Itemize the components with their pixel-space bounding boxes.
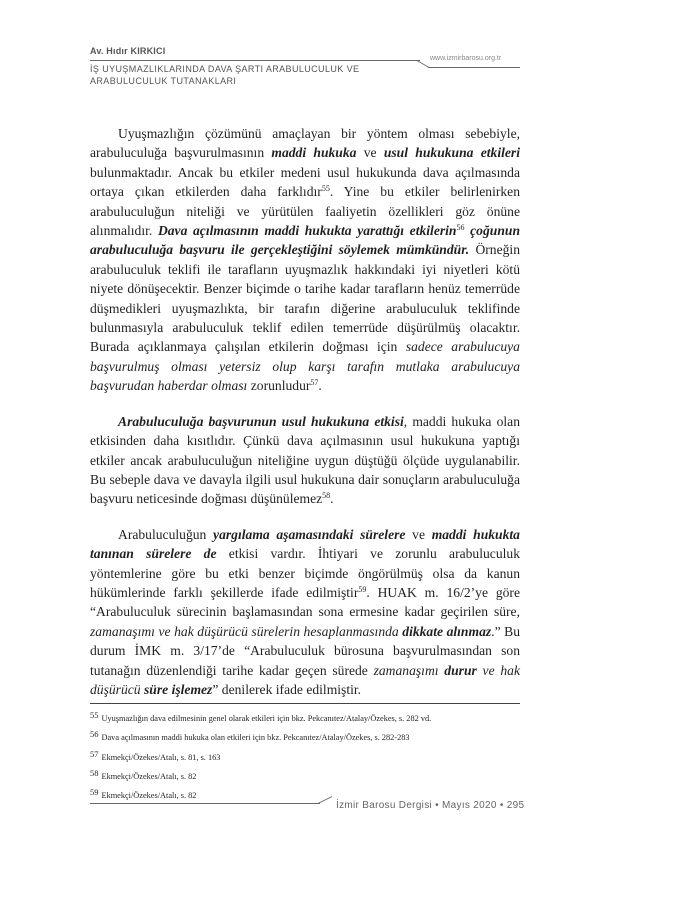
- header-rule: [90, 60, 420, 61]
- footnote-ref[interactable]: 55: [321, 184, 330, 194]
- text-run: . Yine bu etkiler belirlenirken arabuluculuğun niteliği ve yürütülen faaliyetin özellikleri göz önüne alınmalıdır.: [90, 184, 520, 239]
- footnote-ref[interactable]: 56: [456, 223, 465, 233]
- header-title-line1: İŞ UYUŞMAZLIKLARINDA DAVA ŞARTI ARABULUCULUK VE: [90, 64, 360, 74]
- footnote-rule: [90, 703, 520, 704]
- emphasis-text: Arabuluculuğa başvurunun usul hukukuna etkisi: [118, 413, 404, 429]
- header-title-line2: ARABULUCULUK TUTANAKLARI: [90, 76, 237, 87]
- footnote-text: Dava açılmasının maddi hukuka olan etkileri için bkz. Pekcanıtez/Atalay/Özekes, s. 282-283: [101, 733, 410, 743]
- footer-rule: [90, 803, 320, 804]
- text-run: etkisi vardır. İhtiyari ve zorunlu arabuluculuk yöntemlerine göre bu etki benzer biçimde öngörülmüş olsa da kanun hükümlerinde farklı şekillerde ifade edilmiştir: [90, 546, 521, 600]
- italic-text: sadece arabulucuya başvurulmuş olması yetersiz olup karşı tarafın mutlaka arabulucuya başvurudan haberdar olması: [90, 339, 520, 394]
- text-run: , maddi hukuka olan etkisinden daha kısıtlıdır. Çünkü dava açılmasının usul hukukuna yaptığı etkiler ancak arabuluculuğun niteliğine uygun düştüğü ölçüde uygulanabilir. Bu sebeple dava ve davayla ilgili usul hukukuna dair sonuçların arabuluculuğa başvuru neticesinde doğması düşünülemez: [90, 413, 520, 507]
- footnote-ref[interactable]: 59: [358, 584, 367, 594]
- emphasis-text: çoğunun arabuluculuğa başvuru ile gerçekleştiğini söylemek mümkündür.: [90, 223, 520, 258]
- footnote-number: 56: [90, 729, 99, 740]
- text-run: Örneğin arabuluculuk teklifi ile tarafların uyuşmazlık hakkındaki iyi niyetleri kötü niyete dönüşecektir. Benzer biçimde o tarihe kadar tarafların henüz temerrüde düşmedikleri uyuşmazlıkta, bir tarafın diğerine arabuluculuk teklifinde bulunmasıyla arabuluculuk teklif edilen temerrüde düşürülmüş olacaktır. Burada açıklanmaya çalışılan etkilerin doğması için: [90, 242, 520, 355]
- emphasis-text: usul hukukuna etkileri: [383, 145, 520, 161]
- footer-date: Mayıs 2020: [442, 800, 497, 811]
- footnote-text: Ekmekçi/Özekes/Atalı, s. 81, s. 163: [101, 752, 221, 762]
- text-run: zorunludur: [247, 378, 311, 394]
- italic-text: zamanaşımı ve hak düşürücü sürelerin hesaplanmasında: [90, 623, 403, 639]
- footnote-number: 55: [90, 710, 99, 720]
- footer-rule-slant: [318, 796, 332, 804]
- paragraph-1: [90, 124, 520, 396]
- footnote-number: 57: [90, 748, 99, 759]
- paragraph-2: [90, 412, 520, 509]
- footnote-number: 59: [90, 787, 99, 798]
- header-author: Av. Hıdır KIRKICI: [90, 46, 166, 56]
- emphasis-text: Dava açılmasının maddi hukukta yarattığı etkilerin: [157, 223, 457, 239]
- footnote-55: [90, 708, 520, 727]
- text-run: ve: [356, 145, 384, 161]
- text-run: .: [318, 378, 322, 394]
- text-run: ” denilerek ifade edilmiştir.: [212, 681, 362, 697]
- page-number: 295: [506, 800, 525, 811]
- text-run: . HUAK m. 16/2’ye göre “Arabuluculuk sürecinin başlamasından sona ermesine kadar geçirilen süre,: [90, 584, 520, 620]
- italic-text: zamanaşımı: [373, 662, 445, 678]
- header-title: [90, 63, 380, 87]
- footer-journal: İzmir Barosu Dergisi: [336, 800, 433, 811]
- footnote-text: Uyuşmazlığın dava edilmesinin genel olarak etkileri için bkz. Pekcanıtez/Atalay/Özekes, s. 282 vd.: [101, 714, 432, 723]
- footer-text: [336, 800, 524, 811]
- text-run: .: [330, 491, 334, 507]
- footnote-text: Ekmekçi/Özekes/Atalı, s. 82: [101, 791, 197, 801]
- emphasis-text: süre işlemez: [144, 681, 213, 697]
- header-url[interactable]: www.izmirbarosu.org.tr: [430, 55, 502, 62]
- paragraph-3: [90, 525, 520, 700]
- text-run: Uyuşmazlığın çözümünü amaçlayan bir yöntem olması sebebiyle, arabuluculuğa başvurulmasının: [90, 126, 520, 161]
- text-run: bulunmaktadır. Ancak bu etkiler medeni usul hukukunda dava açılmasında ortaya çıkan etkilerden daha farklıdır: [90, 164, 520, 200]
- footnote-58: [90, 766, 520, 785]
- footnote-ref[interactable]: 57: [310, 378, 319, 388]
- emphasis-text: durur: [444, 662, 477, 678]
- emphasis-text: maddi hukukta tanınan sürelere de: [90, 526, 520, 562]
- footnotes: [90, 708, 520, 804]
- footnote-number: 58: [90, 767, 99, 778]
- italic-text: ve hak düşürücü: [90, 662, 520, 697]
- footnote-ref[interactable]: 58: [322, 491, 331, 501]
- body-text: [90, 124, 520, 699]
- emphasis-text: dikkate alınmaz: [402, 623, 492, 639]
- text-run: ve: [405, 526, 432, 542]
- text-run: Arabuluculuğun: [118, 526, 214, 542]
- footer-bullet: •: [435, 800, 439, 811]
- header-rule-right: [428, 67, 520, 68]
- footnote-text: Ekmekçi/Özekes/Atalı, s. 82: [101, 771, 197, 781]
- footer-bullet-2: •: [499, 800, 504, 811]
- footnote-57: [90, 747, 520, 766]
- emphasis-text: yargılama aşamasındaki sürelere: [213, 526, 406, 542]
- text-run: .” Bu durum İMK m. 3/17’de “Arabuluculuk bürosuna başvurulmasından son tutanağın düzenlendiği tarihe kadar geçen sürede: [90, 623, 521, 678]
- emphasis-text: maddi hukuka: [271, 145, 357, 161]
- footnote-56: [90, 727, 520, 746]
